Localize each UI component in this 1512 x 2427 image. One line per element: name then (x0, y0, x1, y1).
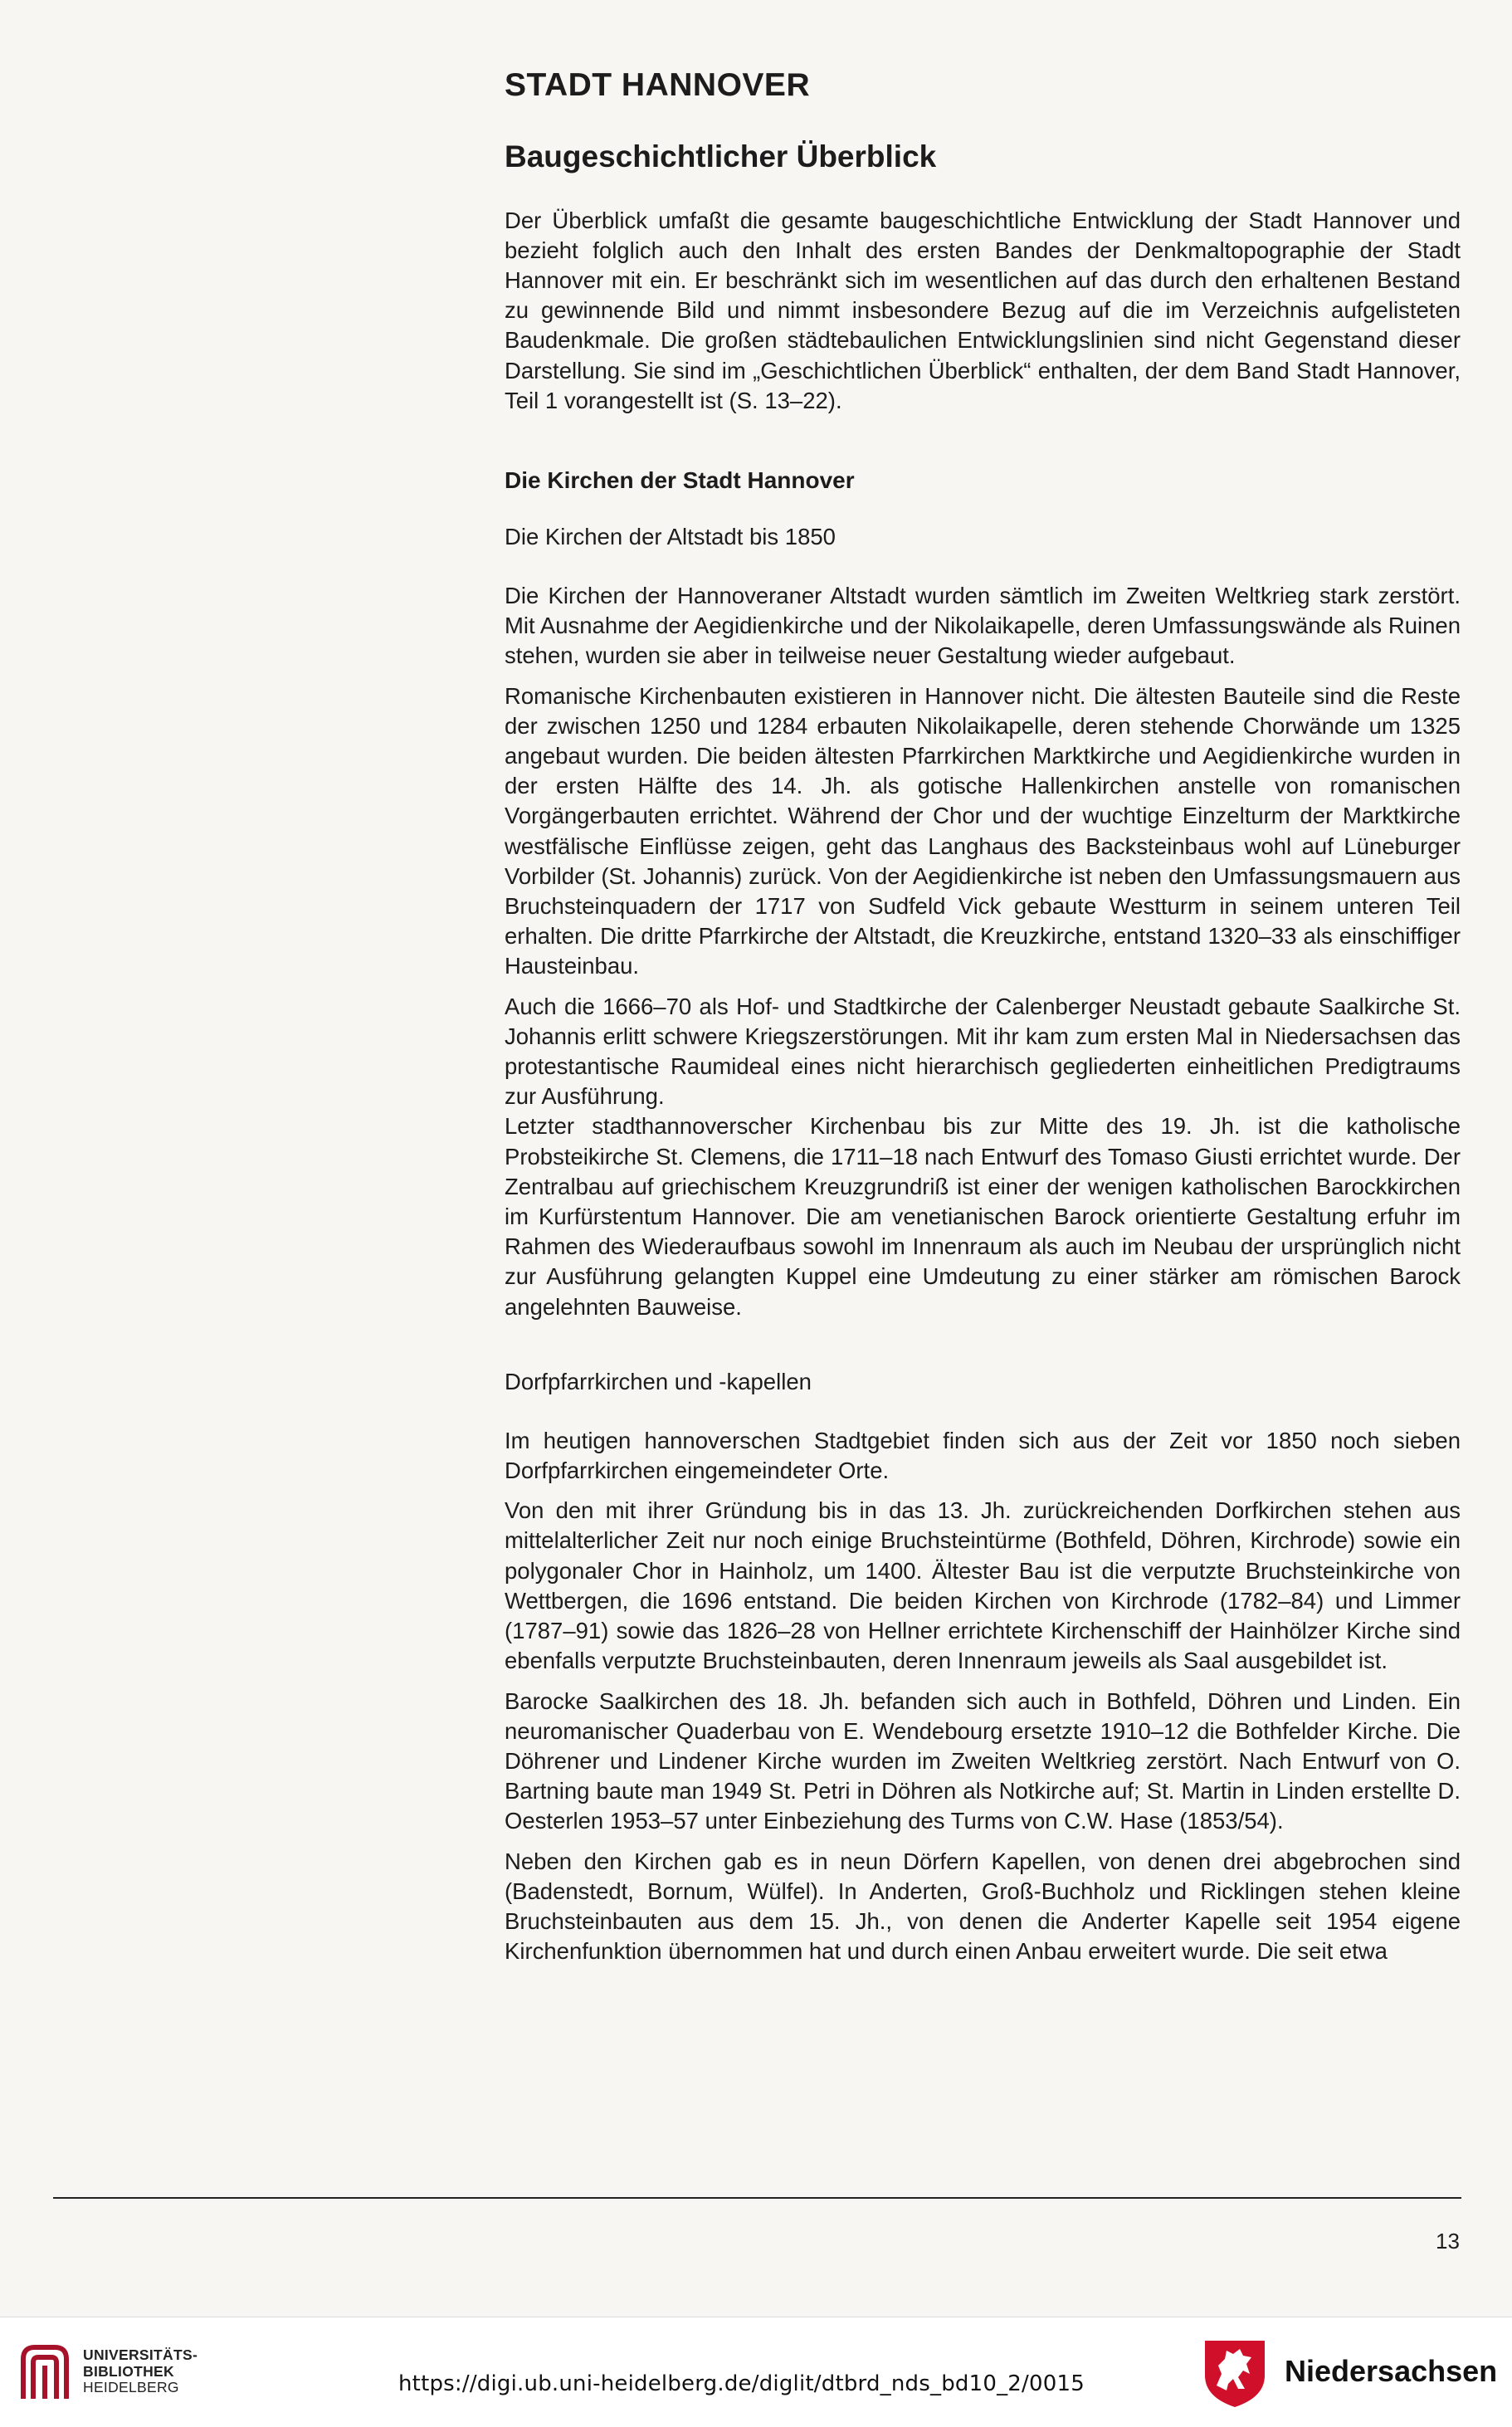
subheading-dorfkirchen: Dorfpfarrkirchen und -kapellen (505, 1368, 812, 1394)
paragraph: Neben den Kirchen gab es in neun Dörfern Kapellen, von denen drei abgebrochen sind (Badenstedt, Bornum, Wülfel). In Anderten, Groß-Buchholz und Ricklingen stehen kleine Bruchsteinbauten aus dem 15. Jh., von denen die Anderter Kapelle seit 1954 eigene Kirchenfunktion übernommen hat und durch einen Anbau erweitert wurde. Die seit etwa (505, 1848, 1461, 1965)
footer-divider (53, 2197, 1461, 2199)
intro-paragraph: Der Überblick umfaßt die gesamte baugeschichtliche Entwicklung der Stadt Hannover und bezieht folglich auch den Inhalt des ersten Bandes der Denkmaltopographie der Stadt Hannover mit ein. Er beschränkt sich im wesentlichen auf das durch den erhaltenen Bestand zu gewinnende Bild und nimmt insbesondere Bezug auf die im Verzeichnis aufgelisteten Baudenkmale. Die großen städtebaulichen Entwicklungslinien sind nicht Gegenstand dieser Darstellung. Sie sind im „Geschichtlichen Überblick“ enthalten, der dem Band Stadt Hannover, Teil 1 vorangestellt ist (S. 13–22). (505, 207, 1461, 413)
paragraph: Im heutigen hannoverschen Stadtgebiet finden sich aus der Zeit vor 1850 noch sieben Dorfpfarrkirchen eingemeindeter Orte. (505, 1427, 1461, 1484)
paragraph: Letzter stadthannoverscher Kirchenbau bis zur Mitte des 19. Jh. ist die katholische Probsteikirche St. Clemens, die 1711–18 nach Entwurf des Tomaso Giusti errichtet wurde. Der Zentralbau auf griechischem Kreuzgrundriß ist einer der wenigen katholischen Barockkirchen im Kurfürstentum Hannover. Die am venetianischen Barock orientierte Gestaltung erfuhr im Rahmen des Wiederaufbaus sowohl im Innenraum als auch im Neubau der ursprünglich nicht zur Ausführung gelangten Kuppel eine Umdeutung zu einer stärker am römischen Barock angelehnten Bauweise. (505, 1113, 1461, 1320)
university-library-logo-icon (18, 2341, 71, 2404)
page-title: STADT HANNOVER (505, 67, 811, 103)
library-name-line: HEIDELBERG (83, 2379, 179, 2395)
subheading-altstadt: Die Kirchen der Altstadt bis 1850 (505, 524, 836, 549)
paragraph: Barocke Saalkirchen des 18. Jh. befanden sich auch in Bothfeld, Döhren und Linden. Ein neuromanischer Quaderbau von E. Wendebourg ersetzte 1910–12 die Bothfelder Kirche. Die Döhrener und Lindener Kirche wurden im Zweiten Weltkrieg zerstört. Nach Entwurf von O. Bartning baute man 1949 St. Petri in Döhren als Notkirche auf; St. Martin in Linden erstellte D. Oesterlen 1953–57 unter Einbeziehung des Turms von C.W. Hase (1853/54). (505, 1687, 1461, 1834)
source-url-link[interactable]: https://digi.ub.uni-heidelberg.de/diglit/dtbrd_nds_bd10_2/0015 (398, 2371, 1085, 2396)
library-name-line: UNIVERSITÄTS- (83, 2346, 198, 2363)
paragraph: Die Kirchen der Hannoveraner Altstadt wurden sämtlich im Zweiten Weltkrieg stark zerstört. Mit Ausnahme der Aegidienkirche und der Nikolaikapelle, deren Umfassungswände als Ruinen stehen, wurden sie aber in teilweise neuer Gestaltung wieder aufgebaut. (505, 583, 1461, 669)
state-name: Niedersachsen (1285, 2354, 1498, 2388)
text-column (505, 68, 1461, 1976)
page-number: 13 (1436, 2229, 1460, 2254)
section-title: Baugeschichtlicher Überblick (505, 139, 937, 173)
paragraph: Von den mit ihrer Gründung bis in das 13. Jh. zurückreichenden Dorfkirchen stehen aus mittelalterlicher Zeit nur noch einige Bruchsteintürme (Bothfeld, Döhren, Kirchrode) sowie ein polygonaler Chor in Hainholz, um 1400. Ältester Bau ist die verputzte Bruchsteinkirche von Wettbergen, die 1696 entstand. Die beiden Kirchen von Kirchrode (1782–84) und Limmer (1787–91) sowie das 1826–28 von Hellner errichtete Kirchenschiff der Hainhölzer Kirche sind ebenfalls verputzte Bruchsteinbauten, deren Innenraum jeweils als Saal ausgebildet ist. (505, 1497, 1461, 1674)
subsection-heading-kirchen: Die Kirchen der Stadt Hannover (505, 467, 855, 493)
library-name-line: BIBLIOTHEK (83, 2362, 174, 2380)
paragraph: Romanische Kirchenbauten existieren in Hannover nicht. Die ältesten Bauteile sind die Reste der zwischen 1250 und 1284 erbauten Nikolaikapelle, deren stehende Chorwände um 1325 angebaut wurden. Die beiden ältesten Pfarrkirchen Marktkirche und Aegidienkirche wurden in der ersten Hälfte des 14. Jh. als gotische Hallenkirchen anstelle von romanischen Vorgängerbauten errichtet. Während der Chor und der wuchtige Einzelturm der Marktkirche westfälische Einflüsse zeigen, geht das Langhaus des Backsteinbaus wohl auf Lüneburger Vorbilder (St. Johannis) zurück. Von der Aegidienkirche ist neben den Umfassungsmauern aus Bruchsteinquadern der 1717 von Sudfeld Vick gebaute Westturm in seinem unteren Teil erhalten. Die dritte Pfarrkirche der Altstadt, die Kreuzkirche, entstand 1320–33 als einschiffiger Hausteinbau. (505, 682, 1461, 979)
digitization-footer (0, 2317, 1512, 2427)
library-name (83, 2347, 198, 2396)
niedersachsen-coat-of-arms-icon (1202, 2337, 1268, 2409)
paragraph: Auch die 1666–70 als Hof- und Stadtkirche der Calenberger Neustadt gebaute Saalkirche St. Johannis erlitt schwere Kriegszerstörungen. Mit ihr kam zum ersten Mal in Niedersachsen das protestantische Raumideal eines nicht hierarchisch gegliederten einheitlichen Predigtraums zur Ausführung. (505, 993, 1461, 1110)
